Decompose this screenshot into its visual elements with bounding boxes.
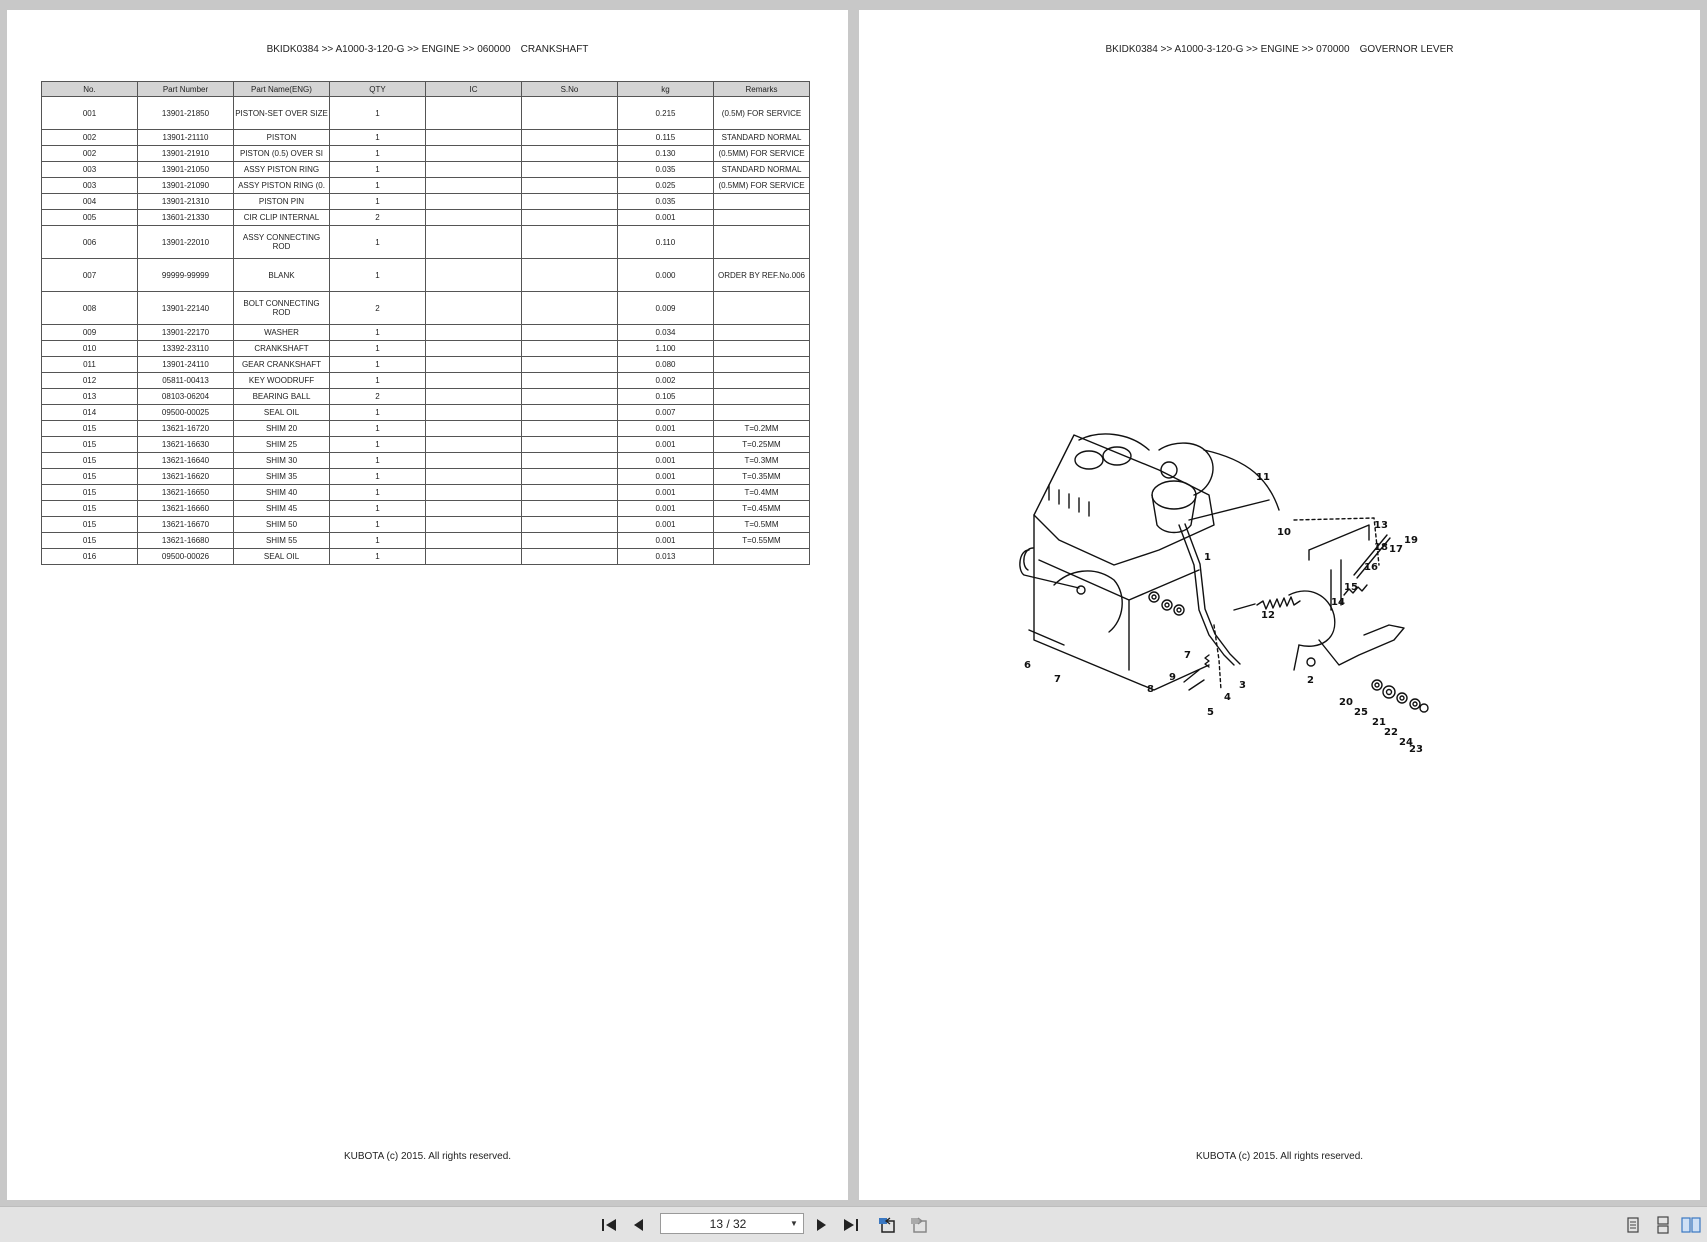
table-cell: SEAL OIL <box>234 405 330 421</box>
table-row <box>42 210 810 226</box>
table-cell: GEAR CRANKSHAFT <box>234 357 330 373</box>
table-cell: 99999-99999 <box>138 259 234 292</box>
two-page-view-button[interactable] <box>1680 1214 1702 1236</box>
table-row <box>42 226 810 259</box>
table-cell: 0.001 <box>618 517 714 533</box>
table-cell <box>522 226 618 259</box>
table-cell: 012 <box>42 373 138 389</box>
table-cell: 002 <box>42 146 138 162</box>
table-cell: T=0.2MM <box>714 421 810 437</box>
table-row <box>42 292 810 325</box>
table-cell: 1 <box>330 226 426 259</box>
table-cell <box>522 421 618 437</box>
callout-23: 23 <box>1409 744 1423 755</box>
table-cell: 1 <box>330 437 426 453</box>
callout-17: 17 <box>1389 544 1403 555</box>
table-cell: 001 <box>42 97 138 130</box>
table-cell <box>522 357 618 373</box>
table-cell <box>426 292 522 325</box>
callout-25: 25 <box>1354 707 1368 718</box>
table-cell: (0.5MM) FOR SERVICE <box>714 178 810 194</box>
table-cell: 003 <box>42 178 138 194</box>
callout-12: 12 <box>1261 610 1275 621</box>
parts-table <box>41 81 810 565</box>
table-cell: 1 <box>330 178 426 194</box>
single-page-view-button[interactable] <box>1622 1214 1644 1236</box>
table-cell: 13901-22010 <box>138 226 234 259</box>
table-cell: 016 <box>42 549 138 565</box>
table-cell: 2 <box>330 210 426 226</box>
table-cell <box>522 341 618 357</box>
table-cell: T=0.5MM <box>714 517 810 533</box>
column-header: No. <box>42 82 138 97</box>
table-cell: T=0.35MM <box>714 469 810 485</box>
callout-21: 21 <box>1372 717 1386 728</box>
go-back-view-icon <box>877 1216 897 1234</box>
page-breadcrumb <box>7 44 848 55</box>
table-cell: CRANKSHAFT <box>234 341 330 357</box>
table-cell: 003 <box>42 162 138 178</box>
table-cell: 006 <box>42 226 138 259</box>
callout-7: 7 <box>1054 674 1061 685</box>
table-row <box>42 533 810 549</box>
single-page-view-icon <box>1625 1216 1641 1234</box>
table-cell: 1 <box>330 485 426 501</box>
page-number-select[interactable] <box>660 1213 804 1234</box>
table-cell <box>426 259 522 292</box>
table-cell: SEAL OIL <box>234 549 330 565</box>
callout-22: 22 <box>1384 727 1398 738</box>
table-cell: ASSY CONNECTING ROD <box>234 226 330 259</box>
table-row <box>42 162 810 178</box>
table-cell: 13901-21050 <box>138 162 234 178</box>
table-cell <box>714 357 810 373</box>
table-row <box>42 178 810 194</box>
table-cell: 13901-21110 <box>138 130 234 146</box>
table-cell: 0.001 <box>618 453 714 469</box>
section-title: CRANKSHAFT <box>520 44 589 55</box>
table-cell <box>714 292 810 325</box>
table-cell: 004 <box>42 194 138 210</box>
table-cell: 13621-16680 <box>138 533 234 549</box>
table-cell <box>714 194 810 210</box>
table-cell: 09500-00025 <box>138 405 234 421</box>
table-cell: 1 <box>330 533 426 549</box>
table-row <box>42 341 810 357</box>
callout-1: 1 <box>1204 552 1211 563</box>
table-cell: PISTON <box>234 130 330 146</box>
table-cell <box>426 389 522 405</box>
callout-19: 19 <box>1404 535 1418 546</box>
column-header: Part Name(ENG) <box>234 82 330 97</box>
table-cell: 1 <box>330 341 426 357</box>
table-cell <box>426 501 522 517</box>
table-cell <box>522 437 618 453</box>
table-cell: 0.080 <box>618 357 714 373</box>
table-cell: 0.001 <box>618 485 714 501</box>
table-cell <box>522 178 618 194</box>
table-cell: 008 <box>42 292 138 325</box>
table-row <box>42 517 810 533</box>
table-cell: 1 <box>330 373 426 389</box>
table-cell: PISTON (0.5) OVER SI <box>234 146 330 162</box>
table-cell <box>426 437 522 453</box>
table-cell: STANDARD NORMAL <box>714 162 810 178</box>
table-cell <box>426 405 522 421</box>
table-cell: 13621-16660 <box>138 501 234 517</box>
table-row <box>42 501 810 517</box>
table-cell <box>522 549 618 565</box>
table-cell <box>714 405 810 421</box>
table-cell: SHIM 20 <box>234 421 330 437</box>
table-cell <box>426 533 522 549</box>
table-row <box>42 453 810 469</box>
go-back-view-button[interactable] <box>876 1214 898 1236</box>
table-cell: 2 <box>330 389 426 405</box>
table-row <box>42 549 810 565</box>
table-cell: 13901-24110 <box>138 357 234 373</box>
table-cell: 0.001 <box>618 421 714 437</box>
table-cell: 0.001 <box>618 469 714 485</box>
governor-lever-exploded-diagram <box>1009 400 1509 840</box>
table-row <box>42 97 810 130</box>
table-cell <box>714 226 810 259</box>
previous-page-button[interactable] <box>628 1214 650 1236</box>
table-cell: 1 <box>330 259 426 292</box>
table-cell <box>426 97 522 130</box>
chevron-down-icon: ▼ <box>790 1219 798 1228</box>
table-cell: 13621-16670 <box>138 517 234 533</box>
table-cell: PISTON PIN <box>234 194 330 210</box>
table-cell: 0.035 <box>618 194 714 210</box>
table-cell: 0.013 <box>618 549 714 565</box>
table-cell: 010 <box>42 341 138 357</box>
callout-13: 13 <box>1374 520 1388 531</box>
viewer-toolbar <box>0 1206 1707 1242</box>
table-cell: SHIM 45 <box>234 501 330 517</box>
table-cell: 0.002 <box>618 373 714 389</box>
table-row <box>42 405 810 421</box>
table-cell: 014 <box>42 405 138 421</box>
first-page-icon <box>600 1217 618 1233</box>
table-cell <box>522 259 618 292</box>
previous-page-icon <box>631 1217 647 1233</box>
table-cell: 0.105 <box>618 389 714 405</box>
table-cell: 1 <box>330 501 426 517</box>
table-cell: STANDARD NORMAL <box>714 130 810 146</box>
table-cell: 13621-16630 <box>138 437 234 453</box>
breadcrumb-path: BKIDK0384 >> A1000-3-120-G >> ENGINE >> 070000 <box>1105 44 1350 55</box>
page-footer: KUBOTA (c) 2015. All rights reserved. <box>343 1151 512 1162</box>
column-header: QTY <box>330 82 426 97</box>
table-cell: 015 <box>42 501 138 517</box>
last-page-button[interactable] <box>840 1214 862 1236</box>
callout-11: 11 <box>1256 472 1270 483</box>
table-cell <box>714 389 810 405</box>
table-cell: 013 <box>42 389 138 405</box>
table-cell <box>522 517 618 533</box>
next-page-button[interactable] <box>810 1214 832 1236</box>
column-header: Part Number <box>138 82 234 97</box>
table-cell <box>426 549 522 565</box>
table-cell <box>426 226 522 259</box>
table-cell: 1 <box>330 421 426 437</box>
table-cell: 1.100 <box>618 341 714 357</box>
table-cell: SHIM 40 <box>234 485 330 501</box>
callout-10: 10 <box>1277 527 1291 538</box>
table-cell: 015 <box>42 453 138 469</box>
left-page <box>7 10 848 1200</box>
table-row <box>42 437 810 453</box>
table-cell: 0.007 <box>618 405 714 421</box>
table-cell: T=0.4MM <box>714 485 810 501</box>
table-cell: SHIM 30 <box>234 453 330 469</box>
table-cell <box>522 533 618 549</box>
table-cell: 1 <box>330 130 426 146</box>
callout-8: 8 <box>1147 684 1154 695</box>
table-cell: 002 <box>42 130 138 146</box>
table-cell: ASSY PISTON RING <box>234 162 330 178</box>
table-cell: 08103-06204 <box>138 389 234 405</box>
table-cell: ORDER BY REF.No.006 <box>714 259 810 292</box>
table-cell <box>522 469 618 485</box>
table-cell: 13601-21330 <box>138 210 234 226</box>
table-header-row <box>42 82 810 97</box>
table-cell: T=0.55MM <box>714 533 810 549</box>
table-cell <box>522 210 618 226</box>
table-cell <box>426 325 522 341</box>
callout-14: 14 <box>1331 597 1345 608</box>
table-cell <box>426 210 522 226</box>
table-cell: 0.009 <box>618 292 714 325</box>
table-cell <box>522 453 618 469</box>
table-cell: 1 <box>330 357 426 373</box>
column-header: Remarks <box>714 82 810 97</box>
table-cell <box>522 485 618 501</box>
table-cell: (0.5M) FOR SERVICE <box>714 97 810 130</box>
table-cell: 007 <box>42 259 138 292</box>
table-cell: 1 <box>330 469 426 485</box>
table-cell: 09500-00026 <box>138 549 234 565</box>
table-cell <box>522 501 618 517</box>
table-cell: T=0.3MM <box>714 453 810 469</box>
table-cell: SHIM 50 <box>234 517 330 533</box>
table-cell: 005 <box>42 210 138 226</box>
callout-5: 5 <box>1207 707 1214 718</box>
table-cell: 1 <box>330 146 426 162</box>
table-cell: 0.130 <box>618 146 714 162</box>
continuous-view-button[interactable] <box>1652 1214 1674 1236</box>
table-cell: BLANK <box>234 259 330 292</box>
callout-2: 2 <box>1307 675 1314 686</box>
table-cell <box>522 97 618 130</box>
table-cell <box>714 549 810 565</box>
table-cell: 1 <box>330 162 426 178</box>
table-cell: 015 <box>42 437 138 453</box>
table-cell: 1 <box>330 549 426 565</box>
callout-24: 24 <box>1399 737 1413 748</box>
breadcrumb-path: BKIDK0384 >> A1000-3-120-G >> ENGINE >> 060000 <box>266 44 511 55</box>
table-cell <box>426 146 522 162</box>
table-cell: 1 <box>330 405 426 421</box>
table-row <box>42 485 810 501</box>
table-cell: 1 <box>330 325 426 341</box>
table-cell <box>522 146 618 162</box>
callout-15: 15 <box>1344 582 1358 593</box>
table-cell <box>522 325 618 341</box>
table-cell <box>426 194 522 210</box>
table-cell <box>426 517 522 533</box>
table-cell: 13901-21090 <box>138 178 234 194</box>
callout-6: 6 <box>1024 660 1031 671</box>
table-cell: T=0.45MM <box>714 501 810 517</box>
table-cell: BEARING BALL <box>234 389 330 405</box>
page-footer: KUBOTA (c) 2015. All rights reserved. <box>1195 1151 1364 1162</box>
table-cell <box>522 405 618 421</box>
table-cell: T=0.25MM <box>714 437 810 453</box>
table-cell: 1 <box>330 97 426 130</box>
table-cell <box>426 162 522 178</box>
table-cell: 13901-22140 <box>138 292 234 325</box>
table-cell: 0.115 <box>618 130 714 146</box>
callout-9: 9 <box>1169 672 1176 683</box>
table-cell: 13901-21850 <box>138 97 234 130</box>
table-cell <box>426 357 522 373</box>
table-cell: 009 <box>42 325 138 341</box>
first-page-button[interactable] <box>598 1214 620 1236</box>
table-cell: ASSY PISTON RING (0. <box>234 178 330 194</box>
callout-20: 20 <box>1339 697 1353 708</box>
continuous-view-icon <box>1655 1216 1671 1234</box>
last-page-icon <box>842 1217 860 1233</box>
section-title: GOVERNOR LEVER <box>1359 44 1454 55</box>
table-cell: 0.001 <box>618 501 714 517</box>
table-cell: 13621-16640 <box>138 453 234 469</box>
table-cell: 0.001 <box>618 210 714 226</box>
table-cell <box>426 485 522 501</box>
table-cell: 1 <box>330 453 426 469</box>
table-cell: (0.5MM) FOR SERVICE <box>714 146 810 162</box>
table-cell <box>426 453 522 469</box>
table-cell <box>714 210 810 226</box>
table-cell: 13901-22170 <box>138 325 234 341</box>
table-cell <box>522 130 618 146</box>
table-cell <box>426 341 522 357</box>
table-cell: WASHER <box>234 325 330 341</box>
callout-18: 18 <box>1374 542 1388 553</box>
table-cell <box>426 130 522 146</box>
table-cell <box>522 292 618 325</box>
table-cell: 015 <box>42 533 138 549</box>
callout-4: 4 <box>1224 692 1231 703</box>
callout-16: 16 <box>1364 562 1378 573</box>
callout-3: 3 <box>1239 680 1246 691</box>
table-row <box>42 130 810 146</box>
table-cell: 015 <box>42 517 138 533</box>
table-cell: 0.034 <box>618 325 714 341</box>
table-row <box>42 259 810 292</box>
table-cell <box>522 194 618 210</box>
go-forward-view-icon <box>909 1216 929 1234</box>
table-row <box>42 325 810 341</box>
table-cell: 0.000 <box>618 259 714 292</box>
table-cell: 015 <box>42 421 138 437</box>
table-cell: 0.110 <box>618 226 714 259</box>
table-cell: SHIM 35 <box>234 469 330 485</box>
table-row <box>42 146 810 162</box>
page-breadcrumb <box>859 44 1700 55</box>
table-cell <box>714 341 810 357</box>
table-cell: 13621-16620 <box>138 469 234 485</box>
page-indicator: 13 / 32 <box>709 1216 747 1231</box>
table-cell: 011 <box>42 357 138 373</box>
table-cell: 015 <box>42 485 138 501</box>
table-cell: SHIM 55 <box>234 533 330 549</box>
table-row <box>42 389 810 405</box>
table-cell: PISTON-SET OVER SIZE <box>234 97 330 130</box>
column-header: S.No <box>522 82 618 97</box>
table-cell: CIR CLIP INTERNAL <box>234 210 330 226</box>
callout-7b: 7 <box>1184 650 1191 661</box>
table-cell: 13392-23110 <box>138 341 234 357</box>
table-cell: 0.025 <box>618 178 714 194</box>
table-cell <box>426 469 522 485</box>
table-row <box>42 421 810 437</box>
table-cell <box>426 178 522 194</box>
table-cell: 1 <box>330 194 426 210</box>
two-page-view-icon <box>1681 1216 1701 1234</box>
table-cell <box>426 373 522 389</box>
table-cell: 0.035 <box>618 162 714 178</box>
table-cell: 13621-16650 <box>138 485 234 501</box>
table-cell: 0.001 <box>618 437 714 453</box>
table-cell: KEY WOODRUFF <box>234 373 330 389</box>
table-cell <box>522 162 618 178</box>
table-cell: 05811-00413 <box>138 373 234 389</box>
table-cell <box>714 373 810 389</box>
table-cell <box>426 421 522 437</box>
table-cell: 0.215 <box>618 97 714 130</box>
table-row <box>42 373 810 389</box>
column-header: kg <box>618 82 714 97</box>
table-cell: 015 <box>42 469 138 485</box>
column-header: IC <box>426 82 522 97</box>
table-cell: BOLT CONNECTING ROD <box>234 292 330 325</box>
table-cell: 1 <box>330 517 426 533</box>
table-cell <box>522 373 618 389</box>
right-page <box>859 10 1700 1200</box>
go-forward-view-button[interactable] <box>908 1214 930 1236</box>
table-cell: 13901-21310 <box>138 194 234 210</box>
table-cell <box>714 325 810 341</box>
table-cell: SHIM 25 <box>234 437 330 453</box>
table-cell <box>522 389 618 405</box>
table-row <box>42 469 810 485</box>
table-cell: 13901-21910 <box>138 146 234 162</box>
table-row <box>42 194 810 210</box>
table-cell: 0.001 <box>618 533 714 549</box>
table-cell: 2 <box>330 292 426 325</box>
table-row <box>42 357 810 373</box>
next-page-icon <box>813 1217 829 1233</box>
table-cell: 13621-16720 <box>138 421 234 437</box>
